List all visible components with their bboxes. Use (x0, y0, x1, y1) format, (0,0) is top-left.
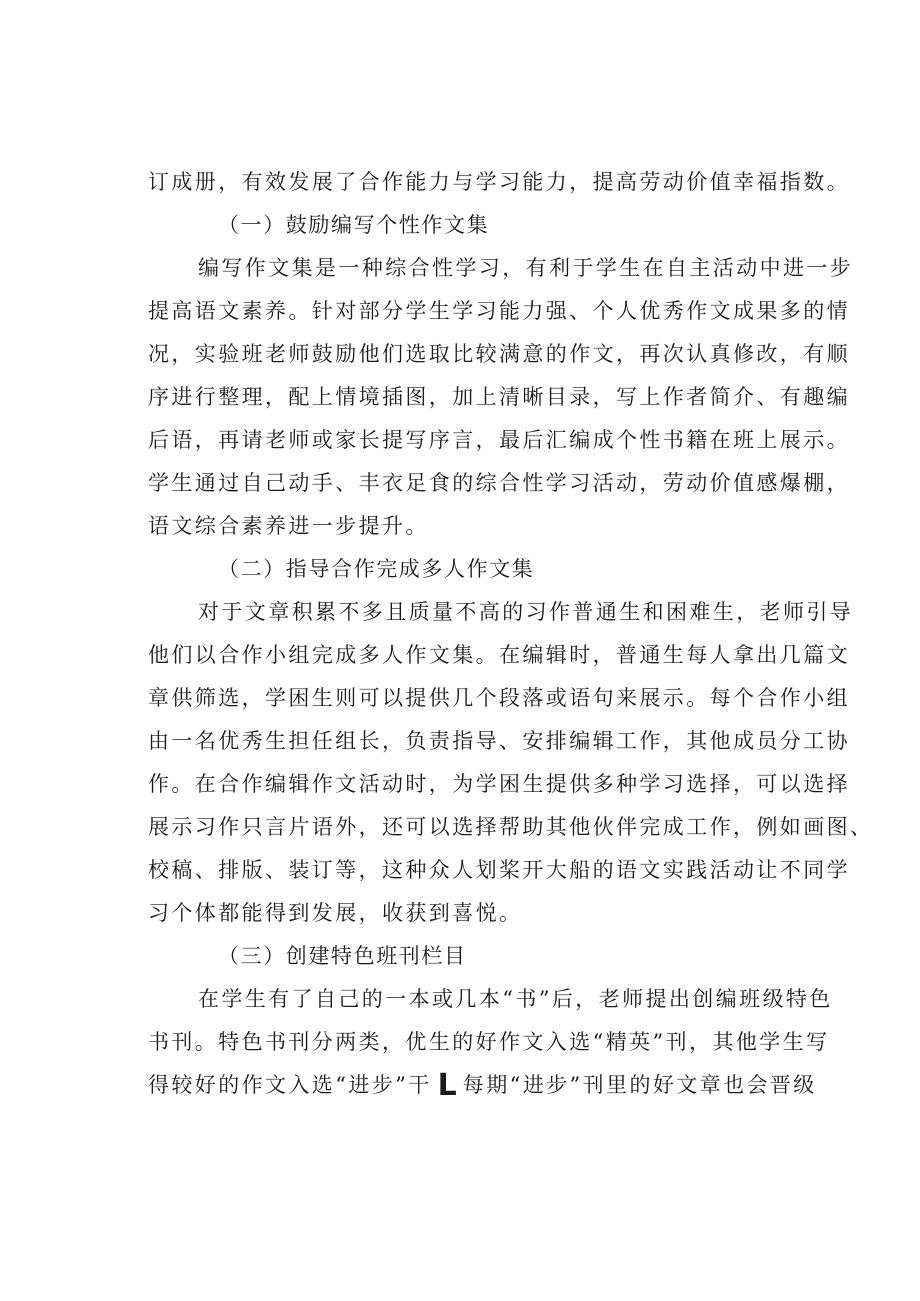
stray-glyph: L (437, 1068, 457, 1103)
section-heading-3: （三）创建特色班刊栏目 (218, 944, 467, 968)
paragraph-line-last (148, 1068, 817, 1103)
paragraph-line: 作。在合作编辑作文活动时，为学困生提供多种学习选择，可以选择 (148, 772, 850, 796)
paragraph-line: 由一名优秀生担任组长，负责指导、安排编辑工作，其他成员分工协 (148, 729, 850, 753)
paragraph-line: 展示习作只言片语外，还可以选择帮助其他伙伴完成工作，例如画图、 (148, 815, 874, 839)
section-heading-2: （二）指导合作完成多人作文集 (218, 557, 535, 581)
paragraph-line: 他们以合作小组完成多人作文集。在编辑时，普通生每人拿出几篇文 (148, 643, 850, 667)
paragraph-line: 章供筛选，学困生则可以提供几个段落或语句来展示。每个合作小组 (148, 686, 850, 710)
paragraph-line: 书刊。特色书刊分两类，优生的好作文入选“精英”刊，其他学生写 (148, 1030, 830, 1054)
paragraph-line: 后语，再请老师或家长提写序言，最后汇编成个性书籍在班上展示。 (148, 428, 850, 452)
paragraph-line: 序进行整理，配上情境插图，加上清晰目录，写上作者简介、有趣编 (148, 385, 850, 409)
paragraph-line: 学生通过自己动手、丰衣足食的综合性学习活动，劳动价值感爆棚， (148, 471, 850, 495)
paragraph-line: 编写作文集是一种综合性学习，有利于学生在自主活动中进一步 (198, 256, 854, 280)
paragraph-line: 校稿、排版、装订等，这种众人划桨开大船的语文实践活动让不同学 (148, 858, 850, 882)
paragraph-line: 况，实验班老师鼓励他们选取比较满意的作文，再次认真修改，有顺 (148, 342, 850, 366)
section-heading-1: （一）鼓励编写个性作文集 (218, 213, 490, 237)
paragraph-line: 订成册，有效发展了合作能力与学习能力，提高劳动价值幸福指数。 (148, 170, 850, 194)
paragraph-line: 在学生有了自己的一本或几本“书”后，老师提出创编班级特色 (198, 987, 833, 1011)
paragraph-line: 语文综合素养进一步提升。 (148, 514, 429, 538)
last-line-after: 每期“进步”刊里的好文章也会晋级 (462, 1073, 817, 1097)
paragraph-line: 习个体都能得到发展，收获到喜悦。 (148, 901, 523, 925)
last-line-before: 得较好的作文入选“进步”干 (148, 1073, 432, 1097)
paragraph-line: 提高语文素养。针对部分学生学习能力强、个人优秀作文成果多的情 (148, 299, 850, 323)
paragraph-line: 对于文章积累不多且质量不高的习作普通生和困难生，老师引导 (198, 600, 854, 624)
